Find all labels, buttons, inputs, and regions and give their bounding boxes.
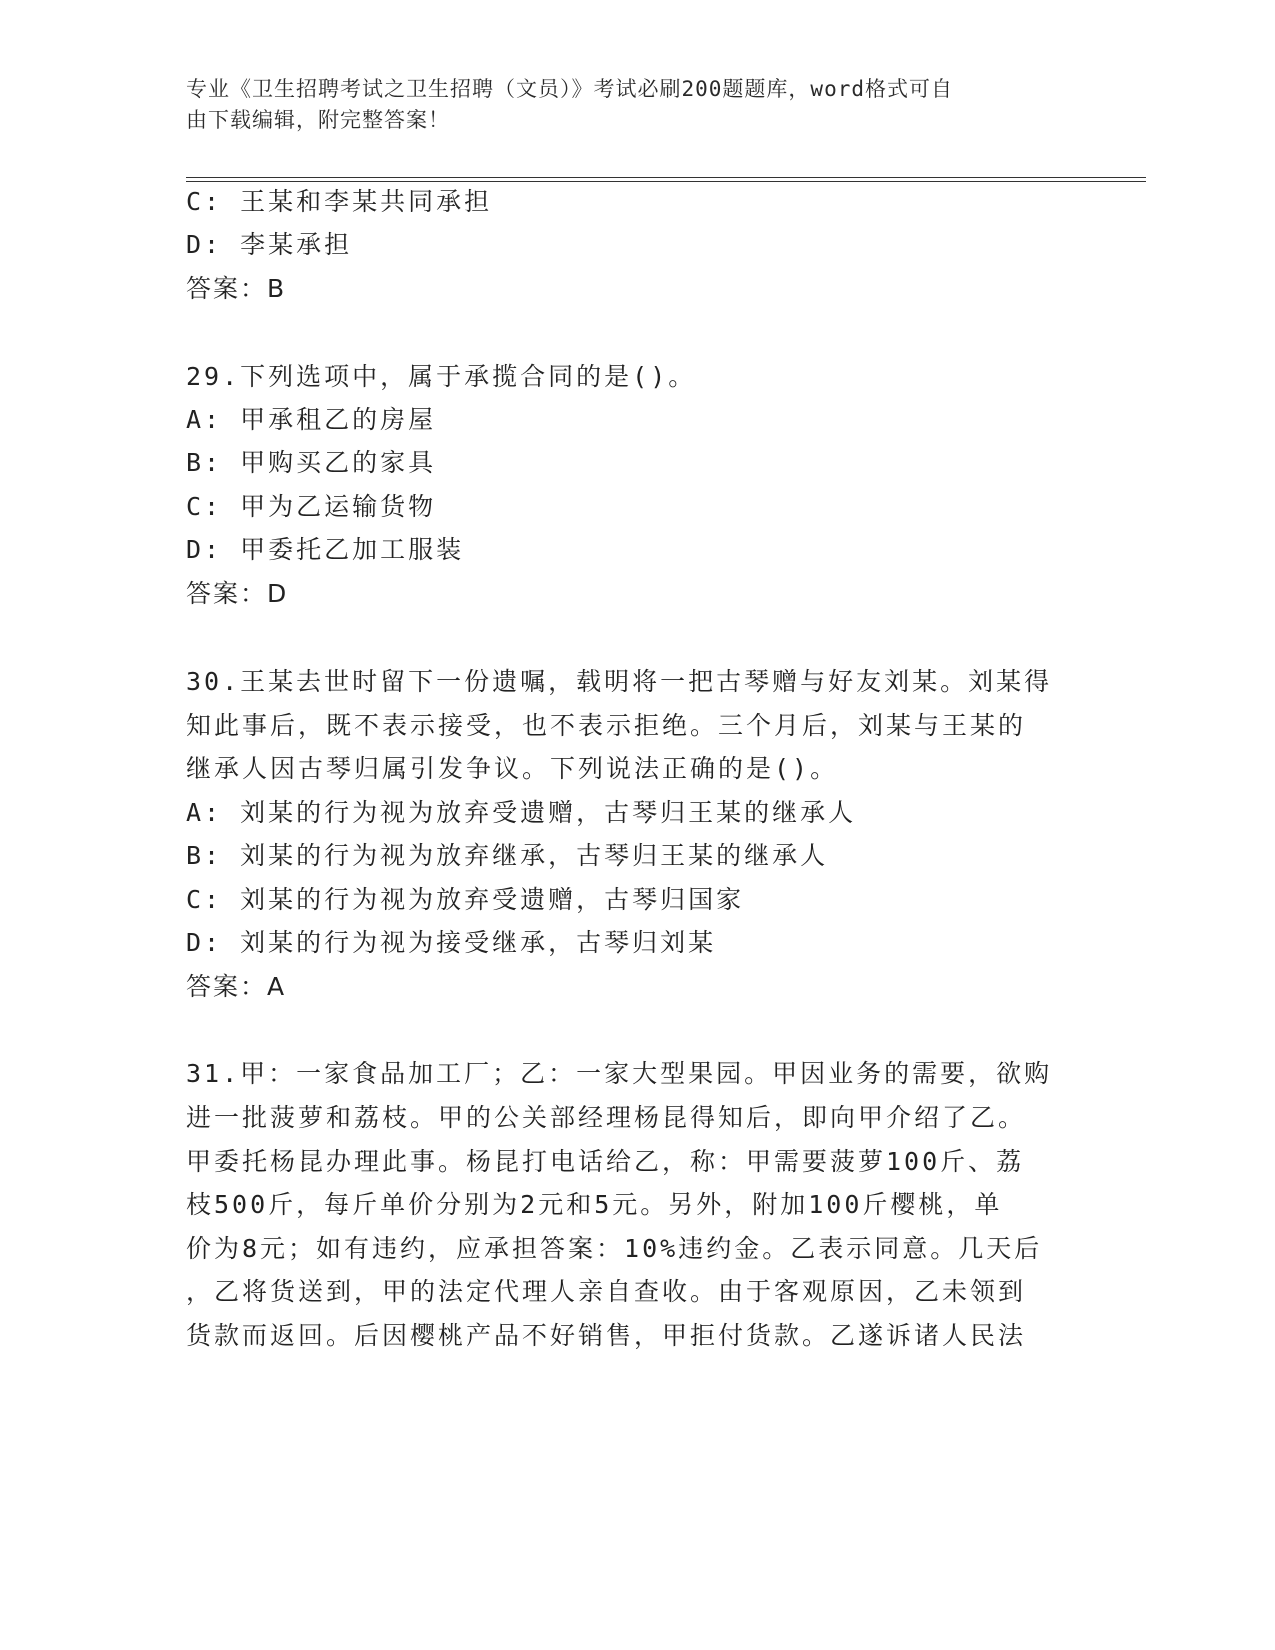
q31-stem-line-7: 货款而返回。后因樱桃产品不好销售，甲拒付货款。乙遂诉诸人民法 [186,1321,1027,1350]
q30-option-b: B: 刘某的行为视为放弃继承，古琴归王某的继承人 [186,841,829,870]
q30-answer: 答案：A [186,972,287,1001]
header-divider-top [186,177,1146,178]
q30-option-d: D: 刘某的行为视为接受继承，古琴归刘某 [186,928,717,957]
q31-stem-line-5: 价为8元；如有违约，应承担答案：10%违约金。乙表示同意。几天后 [186,1234,1043,1263]
q29-stem: 29.下列选项中，属于承揽合同的是()。 [186,362,697,391]
q30-option-c: C: 刘某的行为视为放弃受遗赠，古琴归国家 [186,885,745,914]
header-line-2: 由下载编辑，附完整答案！ [186,108,450,132]
header-line-1: 专业《卫生招聘考试之卫生招聘（文员）》考试必刷200题题库，word格式可自 [186,77,953,101]
document-header [186,74,1066,136]
header-divider-bottom [186,181,1146,182]
q30-stem-line-3: 继承人因古琴归属引发争议。下列说法正确的是()。 [186,754,839,783]
q31-stem-line-1: 31.甲：一家食品加工厂；乙：一家大型果园。甲因业务的需要，欲购 [186,1059,1053,1088]
prev-option-d: D: 李某承担 [186,230,353,259]
q29-answer: 答案：D [186,579,289,608]
q29-option-c: C: 甲为乙运输货物 [186,492,437,521]
q30-option-a: A: 刘某的行为视为放弃受遗赠，古琴归王某的继承人 [186,798,857,827]
q30-stem-line-2: 知此事后，既不表示接受，也不表示拒绝。三个月后，刘某与王某的 [186,711,1027,740]
q29-option-a: A: 甲承租乙的房屋 [186,405,437,434]
q31-stem-line-3: 甲委托杨昆办理此事。杨昆打电话给乙，称：甲需要菠萝100斤、荔 [186,1147,1025,1176]
prev-answer: 答案：B [186,274,287,303]
q31-stem-line-6: ，乙将货送到，甲的法定代理人亲自查收。由于客观原因，乙未领到 [186,1277,1027,1306]
q31-stem-line-4: 枝500斤，每斤单价分别为2元和5元。另外，附加100斤樱桃，单 [186,1190,1003,1219]
q29-option-b: B: 甲购买乙的家具 [186,448,437,477]
q31-stem-line-2: 进一批菠萝和荔枝。甲的公关部经理杨昆得知后，即向甲介绍了乙。 [186,1103,1027,1132]
q29-option-d: D: 甲委托乙加工服装 [186,535,465,564]
q30-stem-line-1: 30.王某去世时留下一份遗嘱，载明将一把古琴赠与好友刘某。刘某得 [186,667,1053,696]
prev-option-c: C: 王某和李某共同承担 [186,187,493,216]
